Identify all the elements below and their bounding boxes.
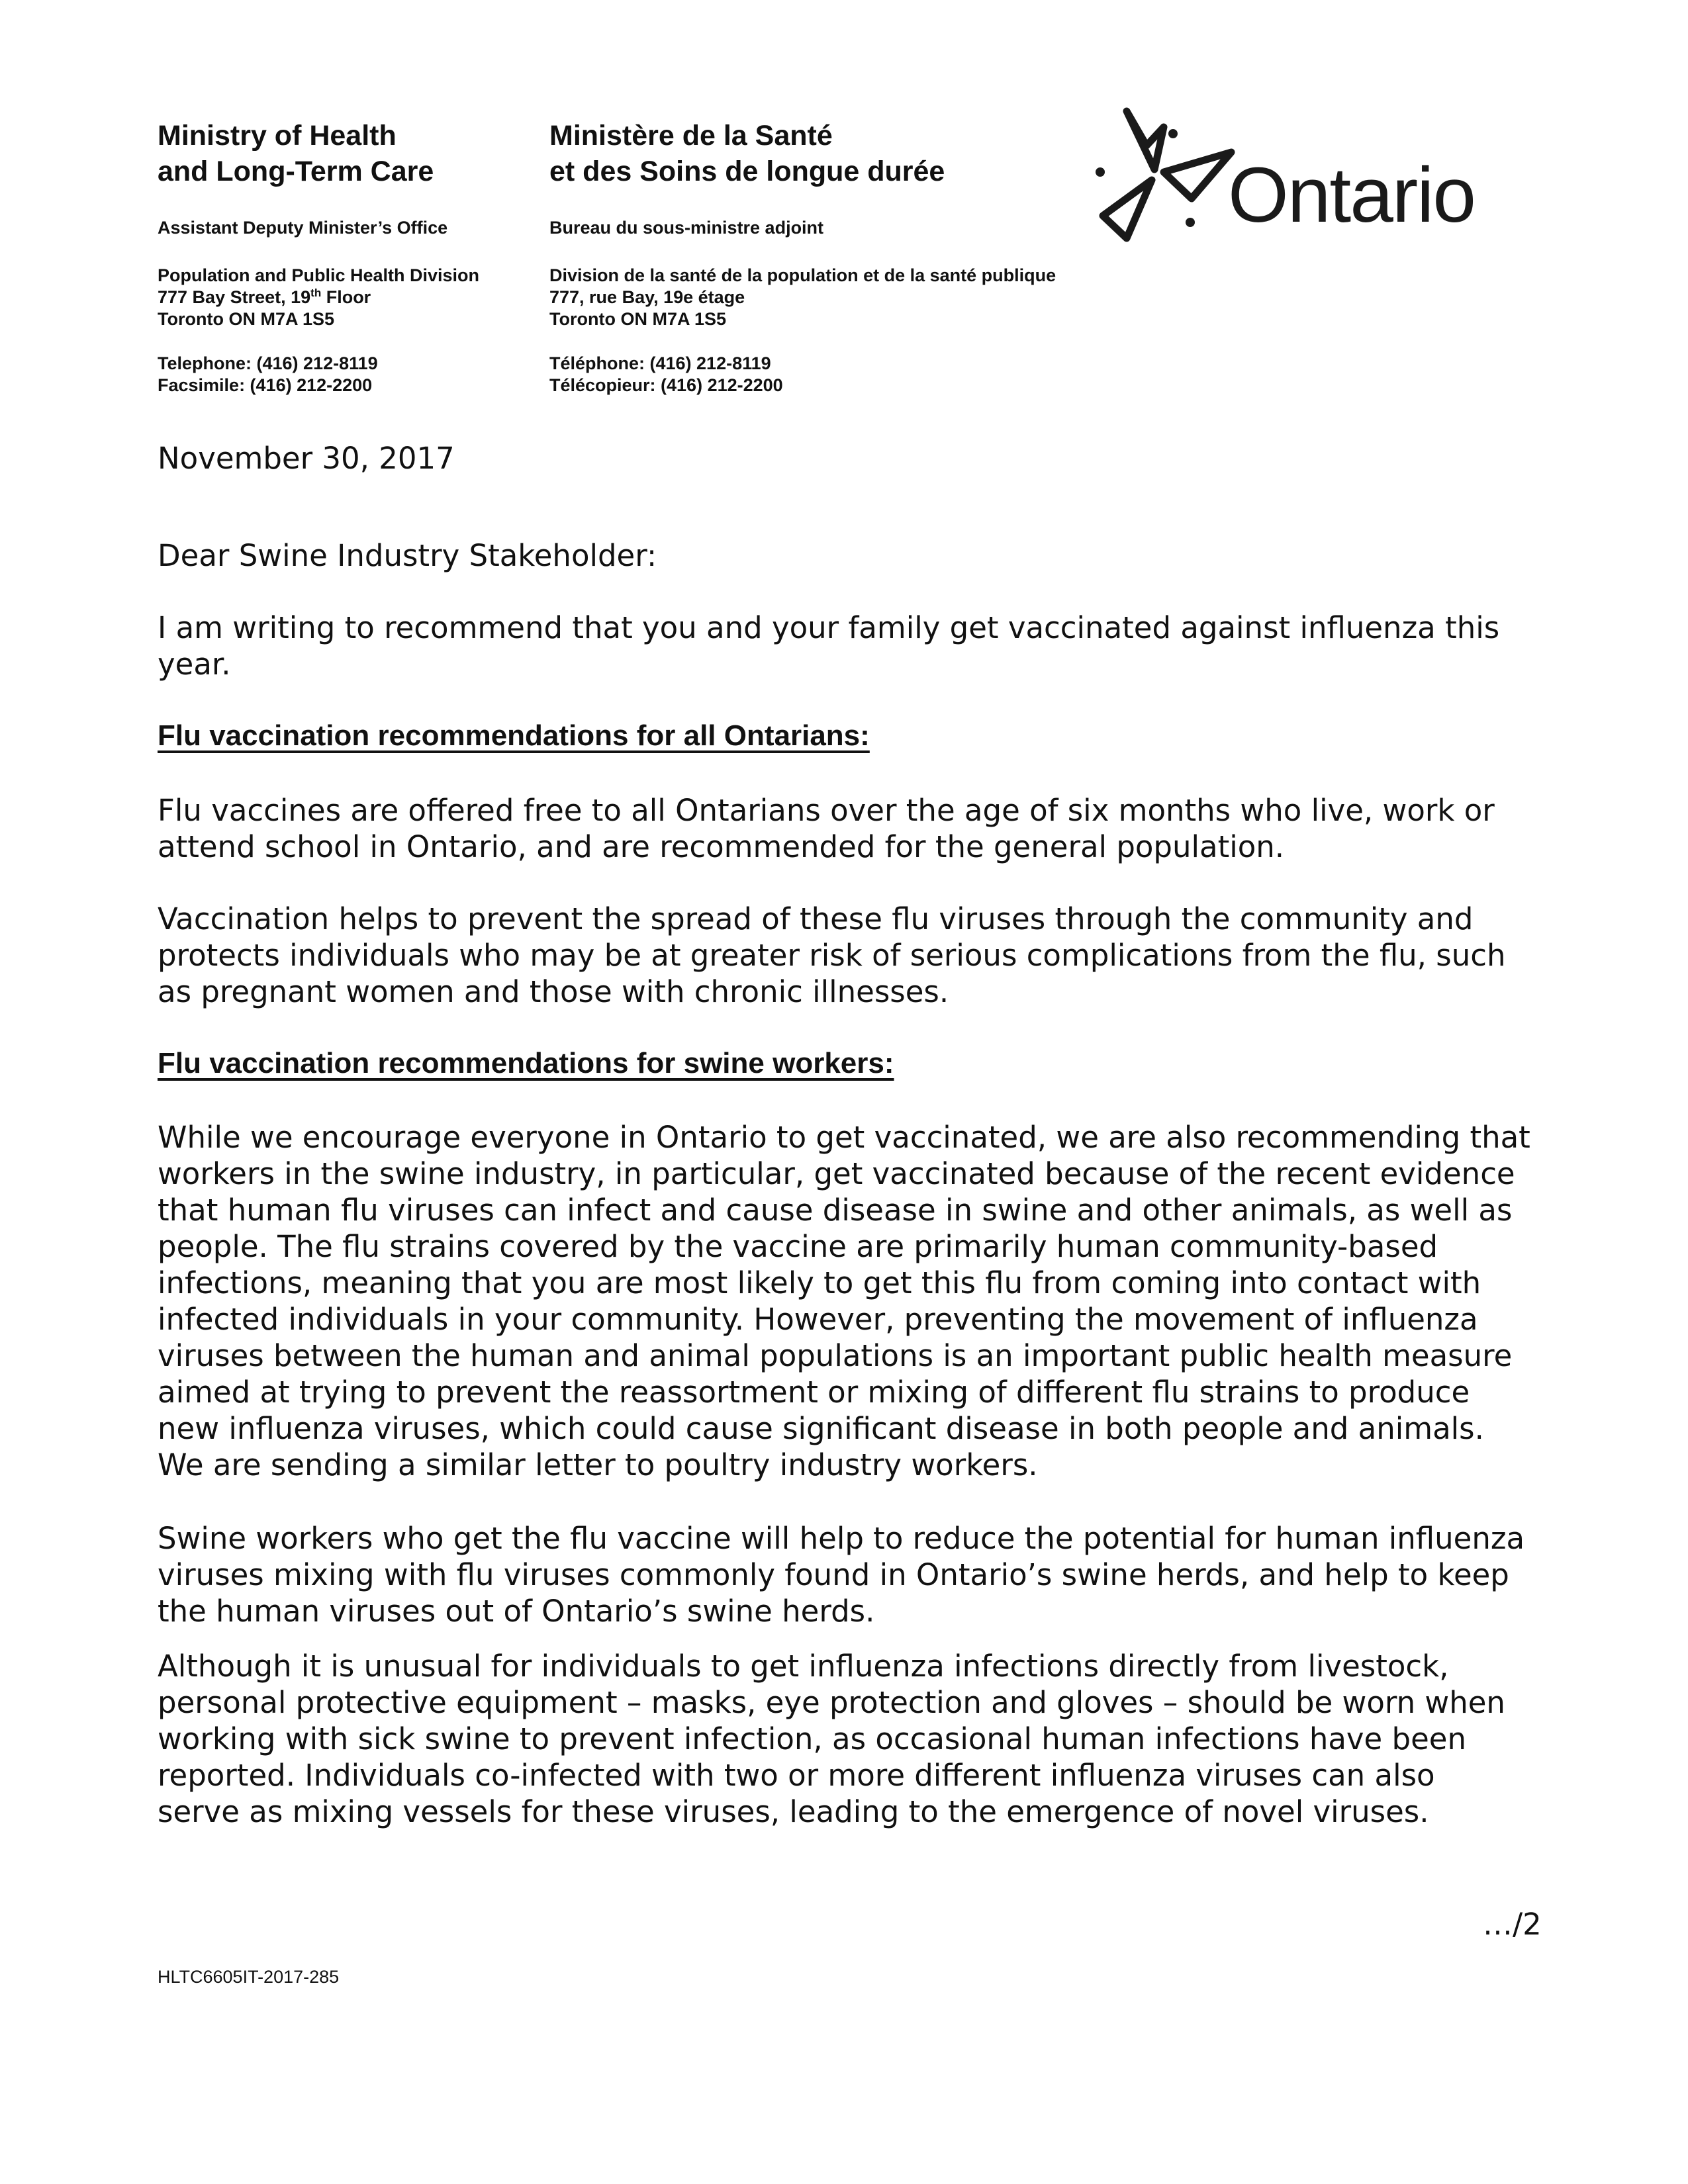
paragraph-vaccination-helps — [158, 901, 1506, 1010]
city-fr: Toronto ON M7A 1S5 — [549, 309, 727, 329]
paragraph-line: personal protective equipment – masks, eye protection and gloves – should be worn when — [158, 1685, 1505, 1720]
division-fr: Division de la santé de la population et de la santé publique — [549, 265, 1056, 285]
intro-line: I am writing to recommend that you and your family get vaccinated against influenza this — [158, 610, 1500, 645]
paragraph-line: serve as mixing vessels for these viruses, leading to the emergence of novel viruses. — [158, 1794, 1429, 1829]
paragraph-line: aimed at trying to prevent the reassortment or mixing of different flu strains to produce — [158, 1375, 1470, 1410]
trillium-icon — [1086, 106, 1244, 251]
telephone-fr: Téléphone: (416) 212-8119 — [549, 353, 771, 373]
contact-fr — [549, 353, 783, 396]
section-heading-all-ontarians: Flu vaccination recommendations for all Ontarians: — [158, 719, 870, 752]
intro-line: year. — [158, 647, 231, 682]
paragraph-line: While we encourage everyone in Ontario to get vaccinated, we are also recommending that — [158, 1120, 1530, 1155]
street-en — [158, 287, 479, 308]
street-en-sup: th — [310, 287, 322, 299]
street-en-floor: Floor — [321, 287, 371, 307]
paragraph-line: Flu vaccines are offered free to all Ontarians over the age of six months who live, work or — [158, 793, 1495, 828]
division-en: Population and Public Health Division — [158, 265, 480, 285]
section-heading-swine-workers: Flu vaccination recommendations for swine workers: — [158, 1047, 894, 1079]
paragraph-line: attend school in Ontario, and are recommended for the general population. — [158, 829, 1285, 864]
paragraph-line: infected individuals in your community. However, preventing the movement of influenza — [158, 1302, 1478, 1337]
telephone-en: Telephone: (416) 212-8119 — [158, 353, 378, 373]
paragraph-line: the human viruses out of Ontario’s swine herds. — [158, 1594, 875, 1629]
street-en-main: 777 Bay Street, 19 — [158, 287, 311, 307]
document-code: HLTC6605IT-2017-285 — [158, 1967, 340, 1987]
address-en — [158, 265, 479, 330]
ontario-logo — [1086, 106, 1509, 251]
paragraph-line: viruses mixing with flu viruses commonly found in Ontario’s swine herds, and help to keep — [158, 1557, 1509, 1592]
fax-en: Facsimile: (416) 212-2200 — [158, 375, 373, 395]
paragraph-line: people. The flu strains covered by the vaccine are primarily human community-based — [158, 1229, 1438, 1264]
paragraph-line: protects individuals who may be at greater risk of serious complications from the flu, such — [158, 938, 1506, 973]
paragraph-line: We are sending a similar letter to poultry industry workers. — [158, 1447, 1038, 1482]
paragraph-swine-recommendation — [158, 1119, 1530, 1483]
ministry-name-fr-line2: et des Soins de longue durée — [549, 156, 945, 187]
address-fr — [549, 265, 1056, 330]
paragraph-line: Vaccination helps to prevent the spread of these flu viruses through the community and — [158, 901, 1474, 936]
page-continuation: …/2 — [1483, 1907, 1542, 1942]
intro-paragraph — [158, 610, 1499, 682]
paragraph-line: workers in the swine industry, in particular, get vaccinated because of the recent evidence — [158, 1156, 1515, 1191]
header-french — [549, 118, 945, 189]
paragraph-line: working with sick swine to prevent infection, as occasional human infections have been — [158, 1721, 1466, 1756]
ministry-name-en-line1: Ministry of Health — [158, 120, 397, 152]
contact-en — [158, 353, 378, 396]
paragraph-line: as pregnant women and those with chronic illnesses. — [158, 974, 949, 1009]
logo-wordmark: Ontario — [1228, 152, 1475, 239]
ministry-name-en-line2: and Long-Term Care — [158, 156, 434, 187]
paragraph-line: reported. Individuals co-infected with two or more different influenza viruses can also — [158, 1758, 1435, 1793]
paragraph-line: viruses between the human and animal populations is an important public health measure — [158, 1338, 1513, 1373]
office-en: Assistant Deputy Minister’s Office — [158, 218, 448, 238]
paragraph-line: that human flu viruses can infect and cause disease in swine and other animals, as well as — [158, 1193, 1513, 1228]
paragraph-line: new influenza viruses, which could cause significant disease in both people and animals. — [158, 1411, 1484, 1446]
paragraph-line: Swine workers who get the flu vaccine will help to reduce the potential for human influenza — [158, 1521, 1525, 1556]
header-english — [158, 118, 434, 189]
fax-fr: Télécopieur: (416) 212-2200 — [549, 375, 783, 395]
paragraph-line: infections, meaning that you are most likely to get this flu from coming into contact with — [158, 1265, 1481, 1300]
paragraph-protective-equipment — [158, 1648, 1505, 1830]
letter-date: November 30, 2017 — [158, 441, 455, 476]
office-fr: Bureau du sous-ministre adjoint — [549, 218, 824, 238]
salutation: Dear Swine Industry Stakeholder: — [158, 538, 657, 573]
ministry-name-fr-line1: Ministère de la Santé — [549, 120, 833, 152]
street-fr: 777, rue Bay, 19e étage — [549, 287, 745, 307]
paragraph-free-vaccines — [158, 792, 1495, 865]
city-en: Toronto ON M7A 1S5 — [158, 309, 335, 329]
paragraph-line: Although it is unusual for individuals to get influenza infections directly from livestock, — [158, 1649, 1449, 1684]
paragraph-swine-workers-vaccine — [158, 1520, 1524, 1629]
